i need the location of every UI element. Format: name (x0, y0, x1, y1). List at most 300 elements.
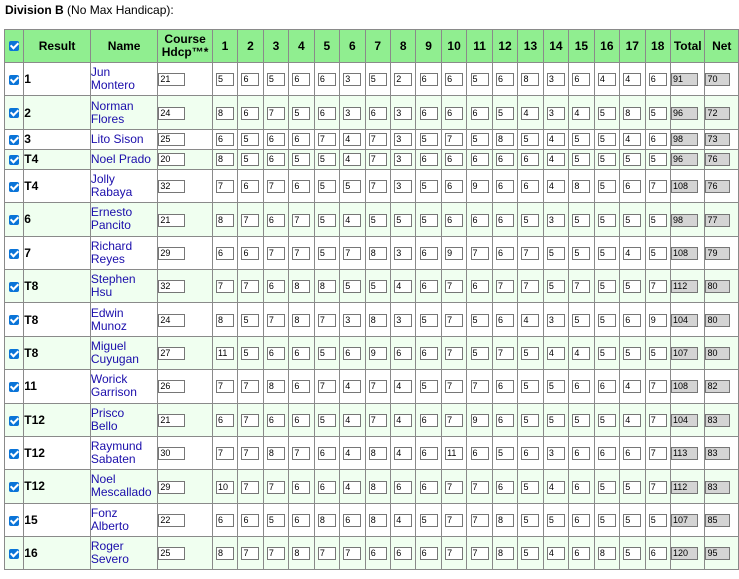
hole-score-field[interactable]: 4 (623, 247, 641, 260)
hole-score-field[interactable]: 5 (649, 247, 667, 260)
hole-score-field[interactable]: 5 (572, 133, 590, 146)
hole-score-field[interactable]: 5 (420, 214, 438, 227)
row-checkbox[interactable] (5, 269, 24, 302)
hole-score-field[interactable]: 4 (394, 280, 412, 293)
hole-score-field[interactable]: 5 (649, 153, 667, 166)
hole-score-field[interactable]: 6 (445, 73, 463, 86)
hole-score-field[interactable]: 8 (267, 447, 285, 460)
hole-score-field[interactable]: 5 (572, 314, 590, 327)
row-checkbox[interactable] (5, 537, 24, 570)
hole-score-field[interactable]: 8 (216, 214, 234, 227)
hole-score-field[interactable]: 8 (318, 280, 336, 293)
hole-score-field[interactable]: 7 (649, 414, 667, 427)
hole-score-field[interactable]: 11 (216, 347, 234, 360)
hdcp-field[interactable]: 21 (158, 73, 185, 86)
hole-score-field[interactable]: 4 (547, 153, 565, 166)
hole-score-field[interactable]: 5 (216, 73, 234, 86)
hole-score-field[interactable]: 6 (572, 547, 590, 560)
hole-score-field[interactable]: 4 (521, 107, 539, 120)
hole-score-field[interactable]: 4 (572, 107, 590, 120)
player-name-link[interactable] (90, 203, 158, 236)
hole-score-field[interactable]: 4 (547, 347, 565, 360)
hole-score-field[interactable]: 5 (572, 153, 590, 166)
hole-score-field[interactable]: 6 (445, 214, 463, 227)
hole-score-field[interactable]: 3 (343, 107, 361, 120)
hole-score-field[interactable]: 5 (623, 214, 641, 227)
row-checkbox[interactable] (5, 149, 24, 169)
hole-score-field[interactable]: 9 (445, 247, 463, 260)
player-name-link[interactable] (90, 537, 158, 570)
hole-score-field[interactable]: 6 (267, 280, 285, 293)
hole-score-field[interactable]: 8 (292, 314, 310, 327)
hole-score-field[interactable]: 5 (649, 514, 667, 527)
hole-score-field[interactable]: 6 (394, 347, 412, 360)
hole-score-field[interactable]: 7 (471, 380, 489, 393)
hole-score-field[interactable]: 6 (216, 133, 234, 146)
hole-score-field[interactable]: 7 (267, 107, 285, 120)
hole-score-field[interactable]: 7 (216, 280, 234, 293)
hole-score-field[interactable]: 6 (521, 153, 539, 166)
hole-score-field[interactable]: 6 (649, 547, 667, 560)
hole-score-field[interactable]: 4 (623, 133, 641, 146)
hole-score-field[interactable]: 6 (496, 73, 514, 86)
hole-score-field[interactable]: 6 (369, 107, 387, 120)
hole-score-field[interactable]: 5 (623, 547, 641, 560)
hole-score-field[interactable]: 6 (420, 280, 438, 293)
hole-score-field[interactable]: 6 (572, 73, 590, 86)
hole-score-field[interactable]: 6 (445, 180, 463, 193)
hole-score-field[interactable]: 7 (241, 447, 259, 460)
hole-score-field[interactable]: 5 (420, 380, 438, 393)
hole-score-field[interactable]: 6 (471, 214, 489, 227)
hdcp-field[interactable]: 24 (158, 314, 185, 327)
hole-score-field[interactable]: 3 (394, 180, 412, 193)
hole-score-field[interactable]: 7 (369, 180, 387, 193)
hole-score-field[interactable]: 7 (445, 347, 463, 360)
hole-score-field[interactable]: 5 (623, 481, 641, 494)
player-name-link[interactable] (90, 236, 158, 269)
hole-score-field[interactable]: 7 (318, 380, 336, 393)
hole-score-field[interactable]: 8 (369, 314, 387, 327)
hole-score-field[interactable]: 4 (572, 347, 590, 360)
hole-score-field[interactable]: 6 (496, 180, 514, 193)
hole-score-field[interactable]: 6 (420, 414, 438, 427)
hole-score-field[interactable]: 4 (394, 447, 412, 460)
row-checkbox[interactable] (5, 336, 24, 369)
hole-score-field[interactable]: 5 (598, 280, 616, 293)
hole-score-field[interactable]: 5 (318, 347, 336, 360)
hole-score-field[interactable]: 5 (471, 73, 489, 86)
row-checkbox[interactable] (5, 470, 24, 503)
row-checkbox[interactable] (5, 503, 24, 536)
hole-score-field[interactable]: 7 (445, 481, 463, 494)
hole-score-field[interactable]: 4 (343, 153, 361, 166)
player-name-link[interactable] (90, 470, 158, 503)
hole-score-field[interactable]: 6 (394, 481, 412, 494)
hole-score-field[interactable]: 6 (420, 247, 438, 260)
hole-score-field[interactable]: 7 (445, 380, 463, 393)
hole-score-field[interactable]: 4 (547, 481, 565, 494)
hole-score-field[interactable]: 4 (547, 547, 565, 560)
row-checkbox[interactable] (5, 236, 24, 269)
hole-score-field[interactable]: 6 (216, 414, 234, 427)
hole-score-field[interactable]: 6 (471, 107, 489, 120)
hole-score-field[interactable]: 6 (267, 214, 285, 227)
hole-score-field[interactable]: 7 (369, 133, 387, 146)
hole-score-field[interactable]: 4 (547, 133, 565, 146)
hole-score-field[interactable]: 5 (572, 214, 590, 227)
hole-score-field[interactable]: 4 (394, 514, 412, 527)
player-name-link[interactable] (90, 503, 158, 536)
hole-score-field[interactable]: 5 (649, 347, 667, 360)
hole-score-field[interactable]: 6 (292, 514, 310, 527)
hole-score-field[interactable]: 8 (216, 547, 234, 560)
hole-score-field[interactable]: 6 (394, 547, 412, 560)
hdcp-field[interactable]: 29 (158, 481, 185, 494)
hole-score-field[interactable]: 7 (521, 247, 539, 260)
hole-score-field[interactable]: 5 (394, 214, 412, 227)
hole-score-field[interactable]: 8 (369, 481, 387, 494)
hole-score-field[interactable]: 5 (318, 214, 336, 227)
hole-score-field[interactable]: 6 (343, 347, 361, 360)
hole-score-field[interactable]: 6 (572, 447, 590, 460)
hole-score-field[interactable]: 5 (572, 247, 590, 260)
hole-score-field[interactable]: 8 (369, 447, 387, 460)
hole-score-field[interactable]: 6 (598, 447, 616, 460)
hdcp-field[interactable]: 20 (158, 153, 185, 166)
hole-score-field[interactable]: 6 (623, 314, 641, 327)
hdcp-field[interactable]: 24 (158, 107, 185, 120)
hole-score-field[interactable]: 5 (598, 180, 616, 193)
hole-score-field[interactable]: 7 (216, 180, 234, 193)
hdcp-field[interactable]: 21 (158, 414, 185, 427)
hole-score-field[interactable]: 6 (598, 380, 616, 393)
hole-score-field[interactable]: 3 (547, 314, 565, 327)
hole-score-field[interactable]: 4 (343, 481, 361, 494)
hole-score-field[interactable]: 7 (267, 547, 285, 560)
hole-score-field[interactable]: 3 (547, 447, 565, 460)
hdcp-field[interactable]: 21 (158, 214, 185, 227)
hdcp-field[interactable]: 25 (158, 547, 185, 560)
player-name-link[interactable] (90, 269, 158, 302)
hole-score-field[interactable]: 5 (343, 280, 361, 293)
hole-score-field[interactable]: 4 (547, 180, 565, 193)
hole-score-field[interactable]: 6 (292, 380, 310, 393)
row-checkbox[interactable] (5, 403, 24, 436)
hole-score-field[interactable]: 5 (420, 180, 438, 193)
hole-score-field[interactable]: 6 (496, 247, 514, 260)
hole-score-field[interactable]: 7 (292, 214, 310, 227)
hole-score-field[interactable]: 5 (369, 73, 387, 86)
hole-score-field[interactable]: 7 (292, 447, 310, 460)
hole-score-field[interactable]: 7 (241, 481, 259, 494)
hole-score-field[interactable]: 6 (292, 347, 310, 360)
row-checkbox[interactable] (5, 303, 24, 336)
hole-score-field[interactable]: 6 (267, 153, 285, 166)
hole-score-field[interactable]: 5 (471, 347, 489, 360)
hole-score-field[interactable]: 7 (649, 380, 667, 393)
hole-score-field[interactable]: 7 (649, 280, 667, 293)
hdcp-field[interactable]: 32 (158, 180, 185, 193)
hole-score-field[interactable]: 6 (241, 247, 259, 260)
hole-score-field[interactable]: 8 (318, 514, 336, 527)
hole-score-field[interactable]: 5 (547, 380, 565, 393)
hole-score-field[interactable]: 5 (471, 133, 489, 146)
hole-score-field[interactable]: 7 (369, 153, 387, 166)
hole-score-field[interactable]: 7 (445, 280, 463, 293)
hole-score-field[interactable]: 7 (241, 280, 259, 293)
hole-score-field[interactable]: 8 (623, 107, 641, 120)
hdcp-field[interactable]: 27 (158, 347, 185, 360)
hole-score-field[interactable]: 5 (598, 153, 616, 166)
hole-score-field[interactable]: 8 (572, 180, 590, 193)
hole-score-field[interactable]: 3 (394, 133, 412, 146)
hole-score-field[interactable]: 6 (267, 133, 285, 146)
hole-score-field[interactable]: 6 (649, 133, 667, 146)
hole-score-field[interactable]: 7 (471, 547, 489, 560)
hole-score-field[interactable]: 7 (318, 314, 336, 327)
hole-score-field[interactable]: 5 (369, 280, 387, 293)
hole-score-field[interactable]: 3 (547, 107, 565, 120)
hole-score-field[interactable]: 4 (343, 133, 361, 146)
hole-score-field[interactable]: 6 (496, 314, 514, 327)
hole-score-field[interactable]: 6 (471, 153, 489, 166)
hole-score-field[interactable]: 8 (216, 153, 234, 166)
hole-score-field[interactable]: 10 (216, 481, 234, 494)
hole-score-field[interactable]: 7 (343, 547, 361, 560)
hole-score-field[interactable]: 5 (267, 73, 285, 86)
hole-score-field[interactable]: 5 (598, 314, 616, 327)
hole-score-field[interactable]: 3 (394, 107, 412, 120)
hole-score-field[interactable]: 6 (420, 73, 438, 86)
player-name-link[interactable] (90, 303, 158, 336)
hole-score-field[interactable]: 6 (216, 247, 234, 260)
hole-score-field[interactable]: 7 (471, 481, 489, 494)
hole-score-field[interactable]: 6 (292, 481, 310, 494)
hole-score-field[interactable]: 3 (343, 314, 361, 327)
player-name-link[interactable] (90, 336, 158, 369)
player-name-link[interactable] (90, 149, 158, 169)
player-name-link[interactable] (90, 63, 158, 96)
hole-score-field[interactable]: 9 (369, 347, 387, 360)
hole-score-field[interactable]: 5 (241, 347, 259, 360)
hole-score-field[interactable]: 8 (292, 280, 310, 293)
hole-score-field[interactable]: 5 (598, 107, 616, 120)
hole-score-field[interactable]: 7 (241, 380, 259, 393)
hole-score-field[interactable]: 6 (496, 481, 514, 494)
hole-score-field[interactable]: 5 (241, 133, 259, 146)
hole-score-field[interactable]: 6 (318, 73, 336, 86)
hole-score-field[interactable]: 7 (471, 247, 489, 260)
hole-score-field[interactable]: 8 (292, 547, 310, 560)
hole-score-field[interactable]: 7 (445, 314, 463, 327)
hole-score-field[interactable]: 4 (394, 414, 412, 427)
hole-score-field[interactable]: 7 (318, 133, 336, 146)
hole-score-field[interactable]: 6 (496, 214, 514, 227)
hdcp-field[interactable]: 29 (158, 247, 185, 260)
hole-score-field[interactable]: 6 (318, 107, 336, 120)
hole-score-field[interactable]: 4 (343, 214, 361, 227)
hole-score-field[interactable]: 6 (420, 481, 438, 494)
hole-score-field[interactable]: 6 (572, 481, 590, 494)
hole-score-field[interactable]: 6 (292, 133, 310, 146)
hole-score-field[interactable]: 7 (241, 414, 259, 427)
hole-score-field[interactable]: 7 (471, 514, 489, 527)
hole-score-field[interactable]: 7 (241, 214, 259, 227)
hole-score-field[interactable]: 5 (521, 133, 539, 146)
row-checkbox[interactable] (5, 203, 24, 236)
hole-score-field[interactable]: 4 (343, 380, 361, 393)
hole-score-field[interactable]: 7 (241, 547, 259, 560)
hole-score-field[interactable]: 5 (623, 153, 641, 166)
hole-score-field[interactable]: 4 (623, 380, 641, 393)
hole-score-field[interactable]: 6 (292, 180, 310, 193)
hole-score-field[interactable]: 5 (496, 447, 514, 460)
hdcp-field[interactable]: 32 (158, 280, 185, 293)
hole-score-field[interactable]: 9 (471, 180, 489, 193)
hole-score-field[interactable]: 5 (292, 107, 310, 120)
hole-score-field[interactable]: 6 (420, 153, 438, 166)
hole-score-field[interactable]: 6 (572, 380, 590, 393)
hdcp-field[interactable]: 22 (158, 514, 185, 527)
hole-score-field[interactable]: 5 (521, 547, 539, 560)
hole-score-field[interactable]: 7 (445, 514, 463, 527)
hole-score-field[interactable]: 5 (521, 347, 539, 360)
hole-score-field[interactable]: 6 (369, 547, 387, 560)
hole-score-field[interactable]: 6 (241, 73, 259, 86)
hole-score-field[interactable]: 5 (318, 180, 336, 193)
hole-score-field[interactable]: 7 (267, 247, 285, 260)
hole-score-field[interactable]: 5 (649, 107, 667, 120)
hole-score-field[interactable]: 6 (267, 414, 285, 427)
hole-score-field[interactable]: 8 (521, 73, 539, 86)
hole-score-field[interactable]: 4 (343, 414, 361, 427)
player-name-link[interactable] (90, 129, 158, 149)
player-name-link[interactable] (90, 436, 158, 469)
hole-score-field[interactable]: 5 (521, 481, 539, 494)
hdcp-field[interactable]: 25 (158, 133, 185, 146)
hole-score-field[interactable]: 6 (471, 447, 489, 460)
select-all-checkbox[interactable] (5, 30, 24, 63)
hole-score-field[interactable]: 6 (318, 481, 336, 494)
hole-score-field[interactable]: 7 (649, 481, 667, 494)
row-checkbox[interactable] (5, 96, 24, 129)
hole-score-field[interactable]: 5 (623, 347, 641, 360)
hole-score-field[interactable]: 5 (521, 414, 539, 427)
hole-score-field[interactable]: 7 (267, 481, 285, 494)
row-checkbox[interactable] (5, 169, 24, 202)
hole-score-field[interactable]: 7 (216, 380, 234, 393)
hole-score-field[interactable]: 6 (649, 73, 667, 86)
hole-score-field[interactable]: 5 (496, 107, 514, 120)
hole-score-field[interactable]: 6 (496, 414, 514, 427)
hole-score-field[interactable]: 3 (547, 214, 565, 227)
hole-score-field[interactable]: 7 (445, 133, 463, 146)
hole-score-field[interactable]: 5 (343, 180, 361, 193)
hole-score-field[interactable]: 7 (649, 447, 667, 460)
hole-score-field[interactable]: 4 (623, 414, 641, 427)
hole-score-field[interactable]: 6 (420, 447, 438, 460)
hole-score-field[interactable]: 5 (420, 314, 438, 327)
hole-score-field[interactable]: 6 (420, 547, 438, 560)
hole-score-field[interactable]: 6 (623, 447, 641, 460)
hole-score-field[interactable]: 5 (521, 514, 539, 527)
hole-score-field[interactable]: 6 (216, 514, 234, 527)
hole-score-field[interactable]: 3 (394, 314, 412, 327)
hole-score-field[interactable]: 5 (420, 514, 438, 527)
hole-score-field[interactable]: 8 (496, 514, 514, 527)
hole-score-field[interactable]: 7 (369, 380, 387, 393)
hole-score-field[interactable]: 7 (216, 447, 234, 460)
hole-score-field[interactable]: 5 (598, 414, 616, 427)
hole-score-field[interactable]: 5 (318, 247, 336, 260)
hole-score-field[interactable]: 8 (598, 547, 616, 560)
hole-score-field[interactable]: 7 (521, 280, 539, 293)
hole-score-field[interactable]: 6 (292, 73, 310, 86)
hole-score-field[interactable]: 7 (445, 414, 463, 427)
hole-score-field[interactable]: 5 (547, 280, 565, 293)
player-name-link[interactable] (90, 403, 158, 436)
hole-score-field[interactable]: 2 (394, 73, 412, 86)
hole-score-field[interactable]: 6 (241, 514, 259, 527)
hole-score-field[interactable]: 5 (521, 380, 539, 393)
hdcp-field[interactable]: 30 (158, 447, 185, 460)
hole-score-field[interactable]: 5 (318, 153, 336, 166)
hole-score-field[interactable]: 5 (292, 153, 310, 166)
hole-score-field[interactable]: 5 (241, 314, 259, 327)
hole-score-field[interactable]: 6 (241, 180, 259, 193)
hole-score-field[interactable]: 5 (623, 514, 641, 527)
hole-score-field[interactable]: 7 (572, 280, 590, 293)
hole-score-field[interactable]: 6 (445, 107, 463, 120)
hole-score-field[interactable]: 6 (445, 153, 463, 166)
hole-score-field[interactable]: 6 (241, 107, 259, 120)
row-checkbox[interactable] (5, 129, 24, 149)
hole-score-field[interactable]: 5 (547, 247, 565, 260)
hole-score-field[interactable]: 6 (496, 380, 514, 393)
hole-score-field[interactable]: 5 (521, 214, 539, 227)
row-checkbox[interactable] (5, 63, 24, 96)
hole-score-field[interactable]: 5 (598, 133, 616, 146)
hole-score-field[interactable]: 5 (598, 481, 616, 494)
hole-score-field[interactable]: 8 (496, 547, 514, 560)
hole-score-field[interactable]: 5 (598, 214, 616, 227)
hole-score-field[interactable]: 7 (267, 314, 285, 327)
hole-score-field[interactable]: 4 (394, 380, 412, 393)
hole-score-field[interactable]: 7 (267, 180, 285, 193)
hole-score-field[interactable]: 7 (649, 180, 667, 193)
hole-score-field[interactable]: 6 (521, 180, 539, 193)
hole-score-field[interactable]: 11 (445, 447, 463, 460)
player-name-link[interactable] (90, 169, 158, 202)
hole-score-field[interactable]: 5 (369, 214, 387, 227)
hole-score-field[interactable]: 4 (623, 73, 641, 86)
player-name-link[interactable] (90, 96, 158, 129)
hole-score-field[interactable]: 3 (343, 73, 361, 86)
row-checkbox[interactable] (5, 436, 24, 469)
hole-score-field[interactable]: 5 (241, 153, 259, 166)
hole-score-field[interactable]: 6 (267, 347, 285, 360)
hole-score-field[interactable]: 7 (343, 247, 361, 260)
hole-score-field[interactable]: 5 (598, 514, 616, 527)
hole-score-field[interactable]: 8 (216, 314, 234, 327)
hole-score-field[interactable]: 7 (369, 414, 387, 427)
hole-score-field[interactable]: 8 (216, 107, 234, 120)
hole-score-field[interactable]: 8 (369, 514, 387, 527)
hole-score-field[interactable]: 6 (471, 280, 489, 293)
hole-score-field[interactable]: 3 (394, 247, 412, 260)
hole-score-field[interactable]: 5 (598, 247, 616, 260)
